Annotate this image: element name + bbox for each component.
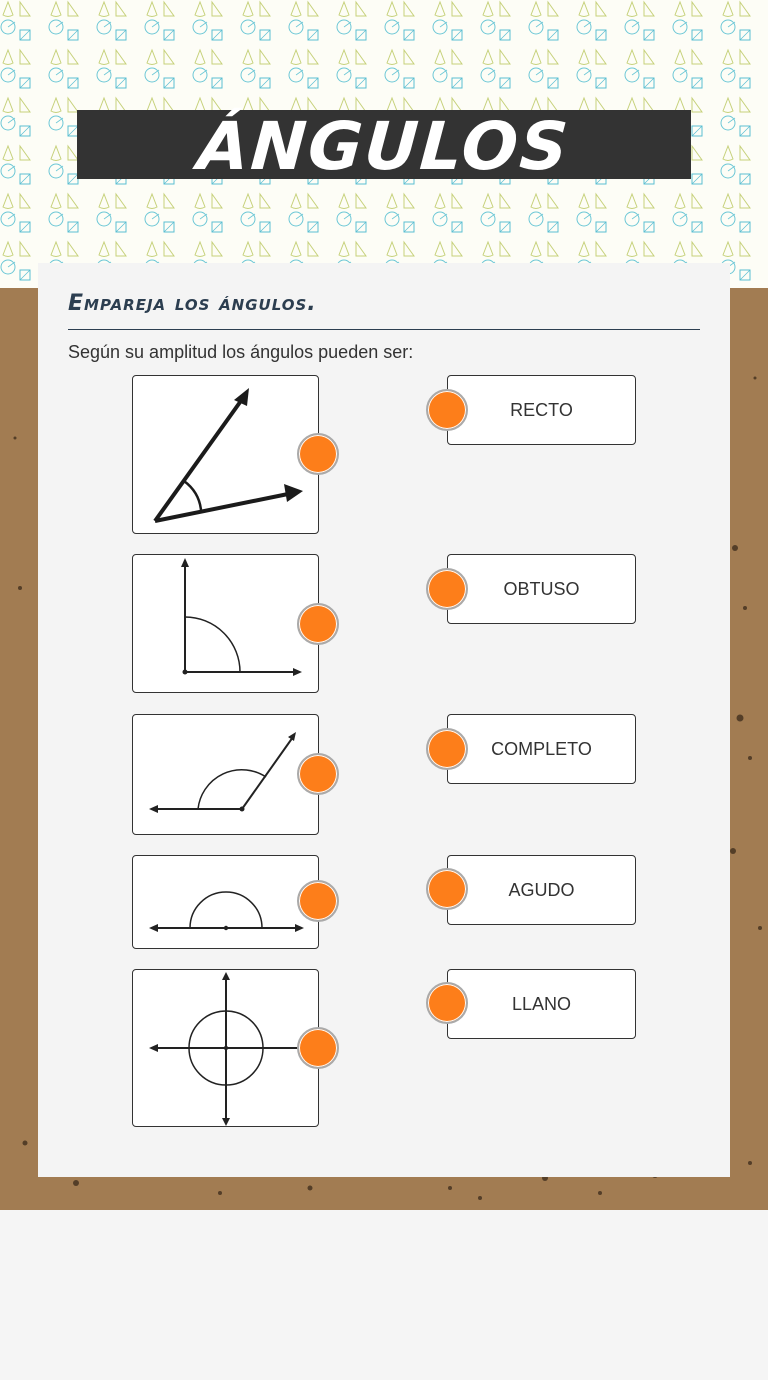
option-recto-connector[interactable] [426,389,468,431]
option-label: COMPLETO [491,738,592,759]
option-agudo[interactable] [447,855,636,925]
acute-angle-diagram-icon [133,376,320,535]
title-divider [68,329,700,330]
option-label: RECTO [510,399,573,420]
acute-angle-connector[interactable] [297,433,339,475]
straight-angle-connector[interactable] [297,880,339,922]
page-title: ÁNGULOS [195,108,573,185]
option-completo-connector[interactable] [426,728,468,770]
option-completo[interactable] [447,714,636,784]
option-agudo-connector[interactable] [426,868,468,910]
right-angle-image [132,554,319,693]
option-label: LLANO [511,993,572,1014]
title-banner [77,108,691,185]
option-obtuso-connector[interactable] [426,568,468,610]
option-llano[interactable] [447,969,636,1039]
right-angle-diagram-icon [133,555,320,694]
right-angle-connector[interactable] [297,603,339,645]
activity-title: Empareja los ángulos. [68,291,317,316]
straight-angle-diagram-icon [133,856,320,950]
obtuse-angle-connector[interactable] [297,753,339,795]
acute-angle-image [132,375,319,534]
option-label: AGUDO [508,879,575,900]
full-angle-image [132,969,319,1127]
full-angle-diagram-icon [133,970,320,1128]
full-angle-connector[interactable] [297,1027,339,1069]
straight-angle-image [132,855,319,949]
activity-card [38,263,730,1177]
option-recto[interactable] [447,375,636,445]
option-label: OBTUSO [503,578,580,599]
option-llano-connector[interactable] [426,982,468,1024]
obtuse-angle-image [132,714,319,835]
option-obtuso[interactable] [447,554,636,624]
activity-instructions: Según su amplitud los ángulos pueden ser: [68,342,414,362]
obtuse-angle-diagram-icon [133,715,320,836]
